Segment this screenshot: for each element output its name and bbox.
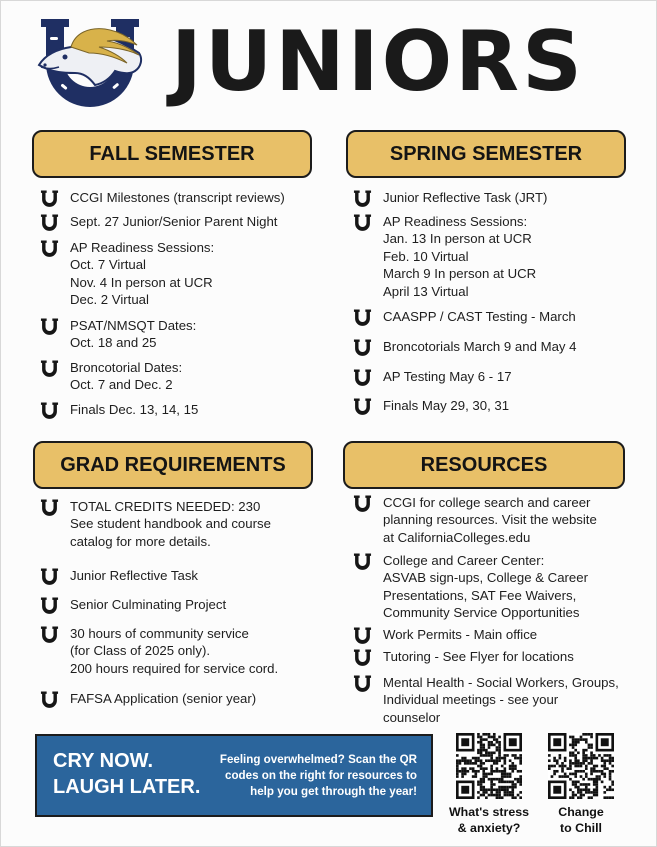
list-item-text: Broncotorial Dates: bbox=[70, 360, 183, 375]
list-item-text: Oct. 7 and Dec. 2 bbox=[70, 377, 173, 393]
qr-caption-line: to Chill bbox=[560, 821, 602, 835]
list-item-text: Work Permits - Main office bbox=[383, 627, 538, 642]
horseshoe-bullet-icon bbox=[40, 359, 59, 379]
list-item-text: AP Testing May 6 - 17 bbox=[383, 369, 512, 384]
horseshoe-bullet-icon bbox=[40, 596, 59, 616]
list-item-text: Oct. 18 and 25 bbox=[70, 335, 157, 351]
list-item-text: 200 hours required for service cord. bbox=[70, 660, 279, 676]
list-item-text: FAFSA Application (senior year) bbox=[70, 691, 257, 706]
list-item-text: counselor bbox=[383, 709, 441, 725]
horseshoe-bullet-icon bbox=[353, 308, 372, 328]
list-item-text: Junior Reflective Task (JRT) bbox=[383, 190, 548, 205]
qr-code-icon[interactable] bbox=[548, 733, 614, 799]
horseshoe-bullet-icon bbox=[353, 552, 372, 572]
horseshoe-bullet-icon bbox=[353, 213, 372, 233]
horseshoe-bullet-icon bbox=[40, 317, 59, 337]
horseshoe-bullet-icon bbox=[40, 401, 59, 421]
horseshoe-bullet-icon bbox=[40, 625, 59, 645]
list-item-text: (for Class of 2025 only). bbox=[70, 643, 210, 659]
horseshoe-bullet-icon bbox=[40, 690, 59, 710]
list-item bbox=[353, 552, 588, 622]
list-item bbox=[40, 239, 214, 309]
list-item bbox=[353, 494, 597, 546]
list-item bbox=[353, 189, 547, 206]
qr-caption-line: & anxiety? bbox=[457, 821, 521, 835]
callout-message-line: help you get through the year! bbox=[250, 785, 417, 798]
callout-message-line: Feeling overwhelmed? Scan the QR bbox=[219, 753, 417, 766]
horseshoe-bullet-icon bbox=[353, 189, 372, 209]
list-item-text: Senior Culminating Project bbox=[70, 597, 227, 612]
list-item bbox=[40, 359, 182, 394]
list-item-text: College and Career Center: bbox=[383, 553, 545, 568]
horseshoe-bullet-icon bbox=[353, 494, 372, 514]
list-item-text: Tutoring - See Flyer for locations bbox=[383, 649, 574, 664]
spring-semester-heading: SPRING SEMESTER bbox=[346, 130, 626, 178]
list-item-text: Individual meetings - see your bbox=[383, 692, 559, 708]
callout-headline-line: LAUGH LATER. bbox=[53, 776, 201, 798]
list-item bbox=[40, 596, 226, 613]
list-item bbox=[40, 213, 277, 230]
list-item-text: ASVAB sign-ups, College & Career bbox=[383, 570, 588, 586]
horseshoe-bullet-icon bbox=[40, 239, 59, 259]
list-item-text: Mental Health - Social Workers, Groups, bbox=[383, 675, 619, 690]
list-item-text: at CaliforniaColleges.edu bbox=[383, 529, 531, 545]
horseshoe-bullet-icon bbox=[353, 674, 372, 694]
horseshoe-bullet-icon bbox=[353, 338, 372, 358]
cry-now-laugh-later-box bbox=[35, 734, 433, 817]
horseshoe-bullet-icon bbox=[353, 397, 372, 417]
horseshoe-bullet-icon bbox=[40, 567, 59, 587]
list-item-text: Nov. 4 In person at UCR bbox=[70, 274, 213, 290]
list-item bbox=[40, 690, 256, 707]
list-item bbox=[353, 626, 537, 643]
list-item-text: AP Readiness Sessions: bbox=[383, 214, 528, 229]
horseshoe-bullet-icon bbox=[40, 498, 59, 518]
resources-heading: RESOURCES bbox=[343, 441, 625, 489]
qr-caption-line: What's stress bbox=[448, 805, 530, 819]
list-item bbox=[353, 674, 619, 726]
list-item-text: April 13 Virtual bbox=[383, 283, 469, 299]
list-item-text: CCGI for college search and career bbox=[383, 495, 591, 510]
list-item-text: Jan. 13 In person at UCR bbox=[383, 231, 532, 247]
list-item-text: Community Service Opportunities bbox=[383, 605, 580, 621]
horseshoe-bullet-icon bbox=[40, 213, 59, 233]
list-item bbox=[40, 189, 285, 206]
bronco-horseshoe-logo-icon bbox=[31, 15, 149, 111]
list-item bbox=[353, 308, 576, 325]
fall-semester-heading: FALL SEMESTER bbox=[32, 130, 312, 178]
list-item-text: Oct. 7 Virtual bbox=[70, 257, 146, 273]
list-item-text: Dec. 2 Virtual bbox=[70, 292, 149, 308]
qr-code-icon[interactable] bbox=[456, 733, 522, 799]
list-item bbox=[40, 498, 271, 550]
list-item-text: Junior Reflective Task bbox=[70, 568, 199, 583]
list-item-text: PSAT/NMSQT Dates: bbox=[70, 318, 197, 333]
list-item-text: March 9 In person at UCR bbox=[383, 266, 537, 282]
horseshoe-bullet-icon bbox=[353, 368, 372, 388]
callout-message bbox=[197, 752, 417, 800]
list-item-text: Finals May 29, 30, 31 bbox=[383, 398, 510, 413]
horseshoe-bullet-icon bbox=[353, 626, 372, 646]
list-item bbox=[40, 625, 278, 677]
qr-caption-change-to-chill bbox=[533, 804, 629, 836]
list-item bbox=[353, 648, 574, 665]
list-item-text: Feb. 10 Virtual bbox=[383, 248, 469, 264]
list-item-text: See student handbook and course bbox=[70, 516, 271, 532]
list-item-text: Sept. 27 Junior/Senior Parent Night bbox=[70, 214, 278, 229]
list-item-text: Presentations, SAT Fee Waivers, bbox=[383, 587, 577, 603]
list-item bbox=[353, 397, 509, 414]
list-item-text: TOTAL CREDITS NEEDED: 230 bbox=[70, 499, 261, 514]
list-item bbox=[40, 317, 196, 352]
callout-message-line: codes on the right for resources to bbox=[225, 769, 417, 782]
callout-headline-line: CRY NOW. bbox=[53, 750, 154, 772]
list-item bbox=[353, 338, 577, 355]
list-item-text: 30 hours of community service bbox=[70, 626, 249, 641]
list-item-text: Finals Dec. 13, 14, 15 bbox=[70, 402, 199, 417]
qr-caption-stress-anxiety bbox=[441, 804, 537, 836]
qr-caption-line: Change bbox=[558, 805, 604, 819]
page-title: JUNIORS bbox=[171, 13, 585, 110]
list-item-text: AP Readiness Sessions: bbox=[70, 240, 215, 255]
grad-requirements-heading: GRAD REQUIREMENTS bbox=[33, 441, 313, 489]
list-item bbox=[40, 401, 198, 418]
list-item bbox=[353, 213, 536, 300]
horseshoe-bullet-icon bbox=[40, 189, 59, 209]
callout-headline bbox=[53, 748, 200, 800]
list-item-text: CAASPP / CAST Testing - March bbox=[383, 309, 576, 324]
list-item-text: planning resources. Visit the website bbox=[383, 512, 597, 528]
list-item-text: catalog for more details. bbox=[70, 533, 211, 549]
list-item bbox=[40, 567, 198, 584]
list-item-text: CCGI Milestones (transcript reviews) bbox=[70, 190, 285, 205]
horseshoe-bullet-icon bbox=[353, 648, 372, 668]
list-item bbox=[353, 368, 512, 385]
list-item-text: Broncotorials March 9 and May 4 bbox=[383, 339, 577, 354]
